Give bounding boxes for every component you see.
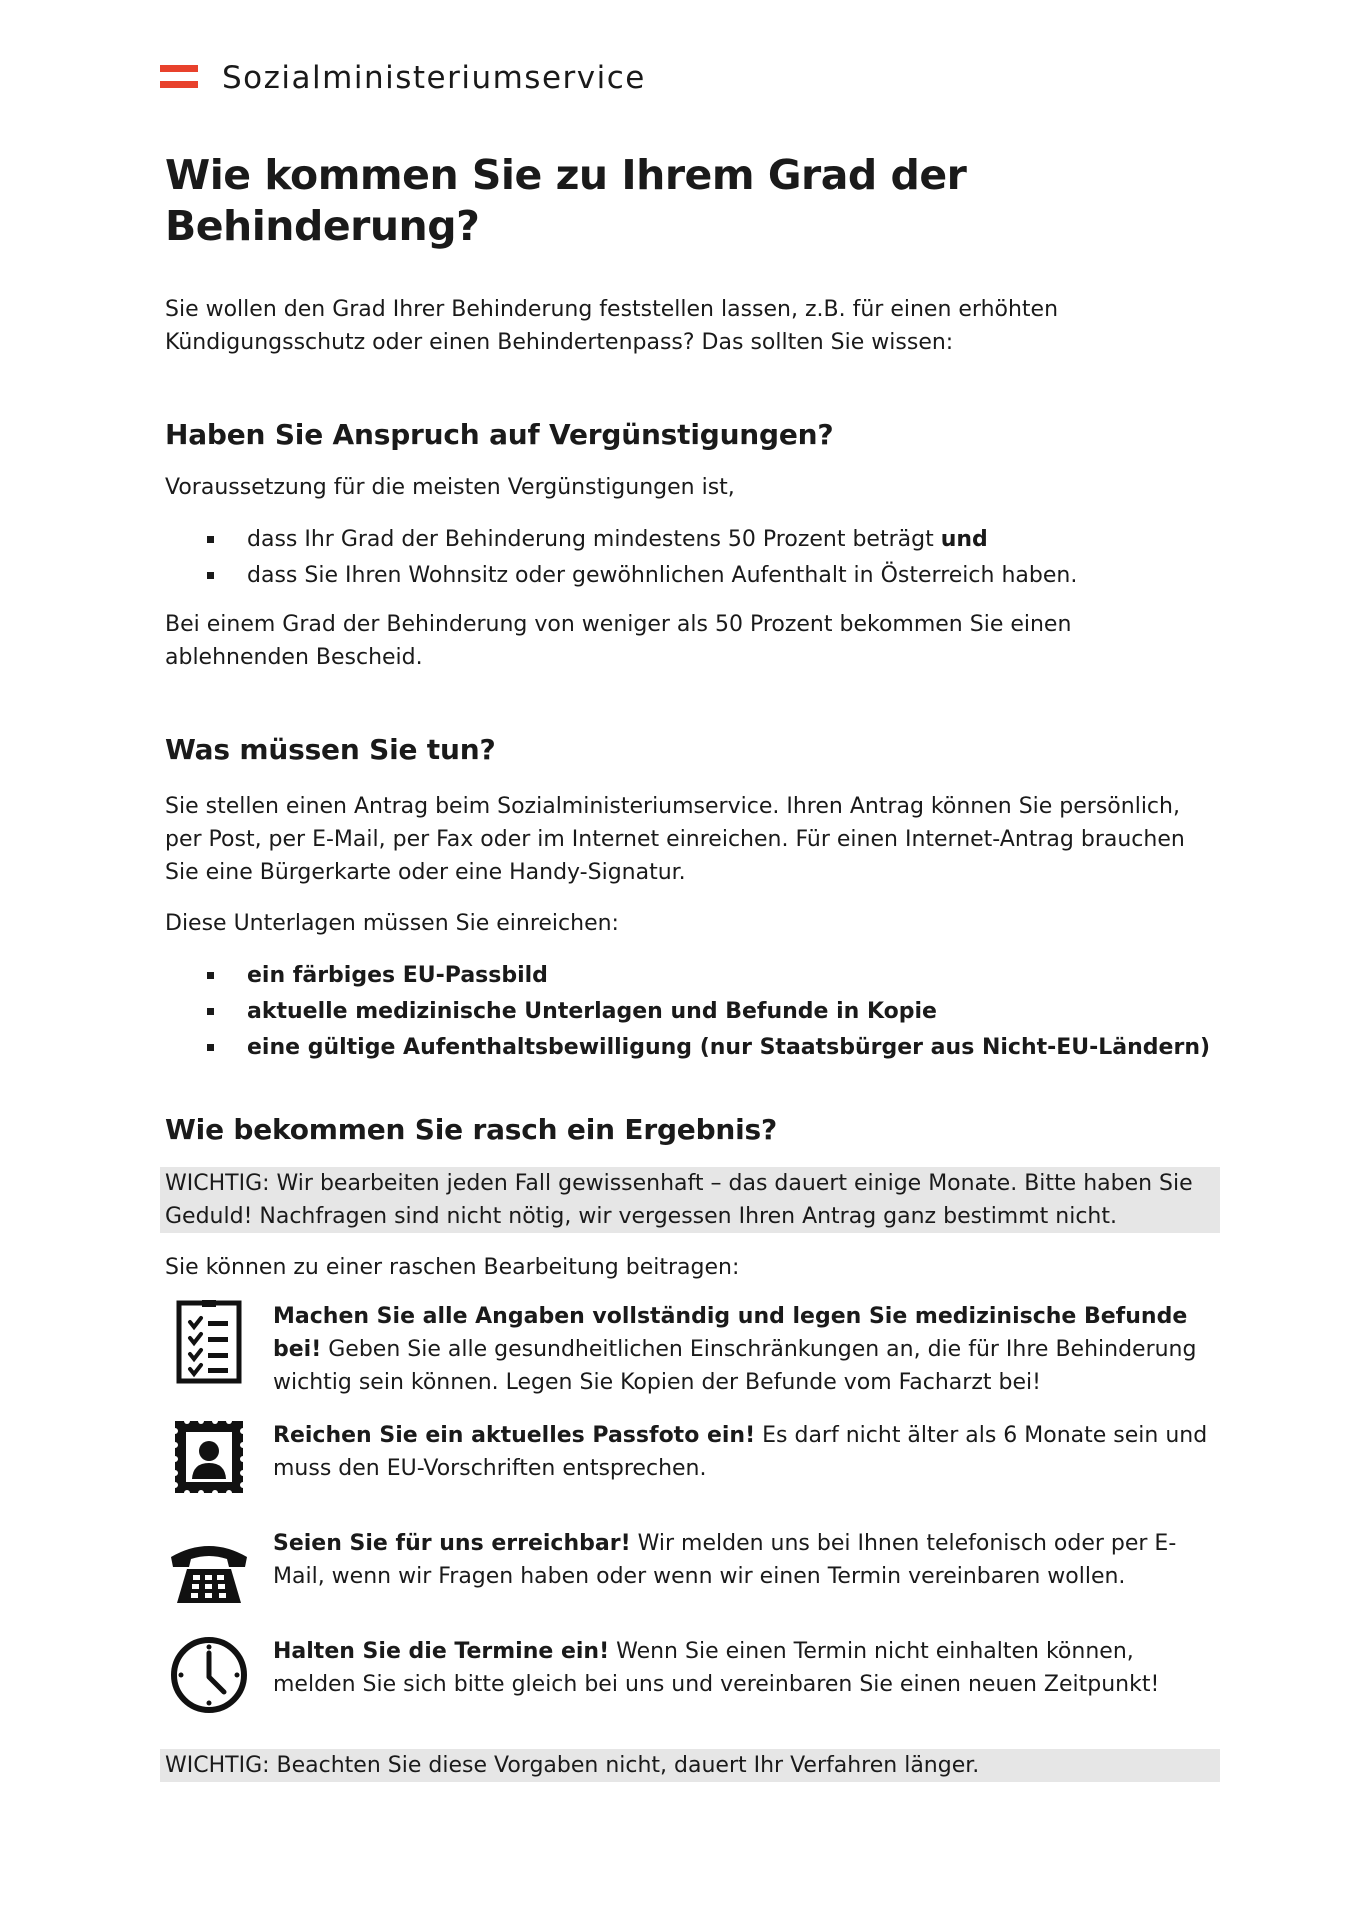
tip-text: Seien Sie für uns erreichbar! Wir melden uns bei Ihnen telefonisch oder per E-Mail, wenn wir Fragen haben oder wenn wir einen Termin vereinbaren wollen. (273, 1530, 1177, 1589)
section-heading-wie: Wie bekommen Sie rasch ein Ergebnis? (165, 1113, 778, 1147)
brand-name: Sozialministeriumservice (222, 60, 646, 96)
austria-flag-logo (160, 65, 198, 91)
page-header (160, 58, 646, 98)
tips-list (165, 1300, 1220, 1723)
clock-icon (163, 1635, 255, 1723)
section-heading-anspruch: Haben Sie Anspruch auf Vergünstigungen? (165, 417, 834, 451)
checklist-icon (163, 1300, 255, 1388)
section2-lead: Diese Unterlagen müssen Sie einreichen: (165, 911, 619, 937)
bullet-icon (207, 572, 214, 579)
list-item: eine gültige Aufenthaltsbewilligung (nur Staatsbürger aus Nicht-EU-Ländern) (207, 1030, 1220, 1066)
intro-paragraph: Sie wollen den Grad Ihrer Behinderung feststellen lassen, z.B. für einen erhöhten Kündigungsschutz oder einen Behindertenpass? Das sollten Sie wissen: (165, 296, 1059, 355)
tip-item (165, 1527, 1220, 1615)
document-body (165, 150, 1220, 1782)
page-title: Wie kommen Sie zu Ihrem Grad der Behinderung? (165, 151, 967, 251)
tip-text: Halten Sie die Termine ein! Wenn Sie einen Termin nicht einhalten können, melden Sie sich bitte gleich bei uns und vereinbaren Sie einen neuen Zeitpunkt! (273, 1638, 1160, 1697)
section1-note: Bei einem Grad der Behinderung von weniger als 50 Prozent bekommen Sie einen ablehnenden Bescheid. (165, 611, 1072, 670)
list-item: ein färbiges EU-Passbild (207, 958, 1220, 994)
list-item: dass Ihr Grad der Behinderung mindestens 50 Prozent beträgt und (207, 522, 1220, 558)
section-heading-was: Was müssen Sie tun? (165, 732, 496, 766)
bullet-icon (207, 536, 214, 543)
tip-text: Machen Sie alle Angaben vollständig und legen Sie medizinische Befunde bei! Geben Sie alle gesundheitlichen Einschränkungen an, die für Ihre Behinderung wichtig sein können. Legen Sie Kopien der Befunde vom Facharzt bei! (273, 1303, 1197, 1395)
requirements-list (165, 522, 1220, 594)
section1-lead: Voraussetzung für die meisten Vergünstigungen ist, (165, 474, 735, 500)
list-item: dass Sie Ihren Wohnsitz oder gewöhnlichen Aufenthalt in Österreich haben. (207, 558, 1220, 594)
bullet-icon (207, 1008, 214, 1015)
tip-item (165, 1635, 1220, 1723)
important-callout-footer: WICHTIG: Beachten Sie diese Vorgaben nicht, dauert Ihr Verfahren länger. (160, 1749, 1220, 1782)
section2-paragraph: Sie stellen einen Antrag beim Sozialministeriumservice. Ihren Antrag können Sie persönlich, per Post, per E-Mail, per Fax oder im Internet einreichen. Für einen Internet-Antrag brauchen Sie eine Bürgerkarte oder eine Handy-Signatur. (165, 794, 1185, 886)
list-item: aktuelle medizinische Unterlagen und Befunde in Kopie (207, 994, 1220, 1030)
bullet-icon (207, 1044, 214, 1051)
tip-item (165, 1419, 1220, 1507)
telephone-icon (163, 1527, 255, 1615)
tip-text: Reichen Sie ein aktuelles Passfoto ein! Es darf nicht älter als 6 Monate sein und muss den EU-Vorschriften entsprechen. (273, 1422, 1208, 1481)
passport-photo-icon (163, 1419, 255, 1507)
documents-list (165, 958, 1220, 1066)
section3-lead: Sie können zu einer raschen Bearbeitung beitragen: (165, 1254, 740, 1280)
tip-item (165, 1300, 1220, 1399)
important-callout: WICHTIG: Wir bearbeiten jeden Fall gewissenhaft – das dauert einige Monate. Bitte haben Sie Geduld! Nachfragen sind nicht nötig, wir vergessen Ihren Antrag ganz bestimmt nicht. (160, 1167, 1220, 1233)
bullet-icon (207, 972, 214, 979)
